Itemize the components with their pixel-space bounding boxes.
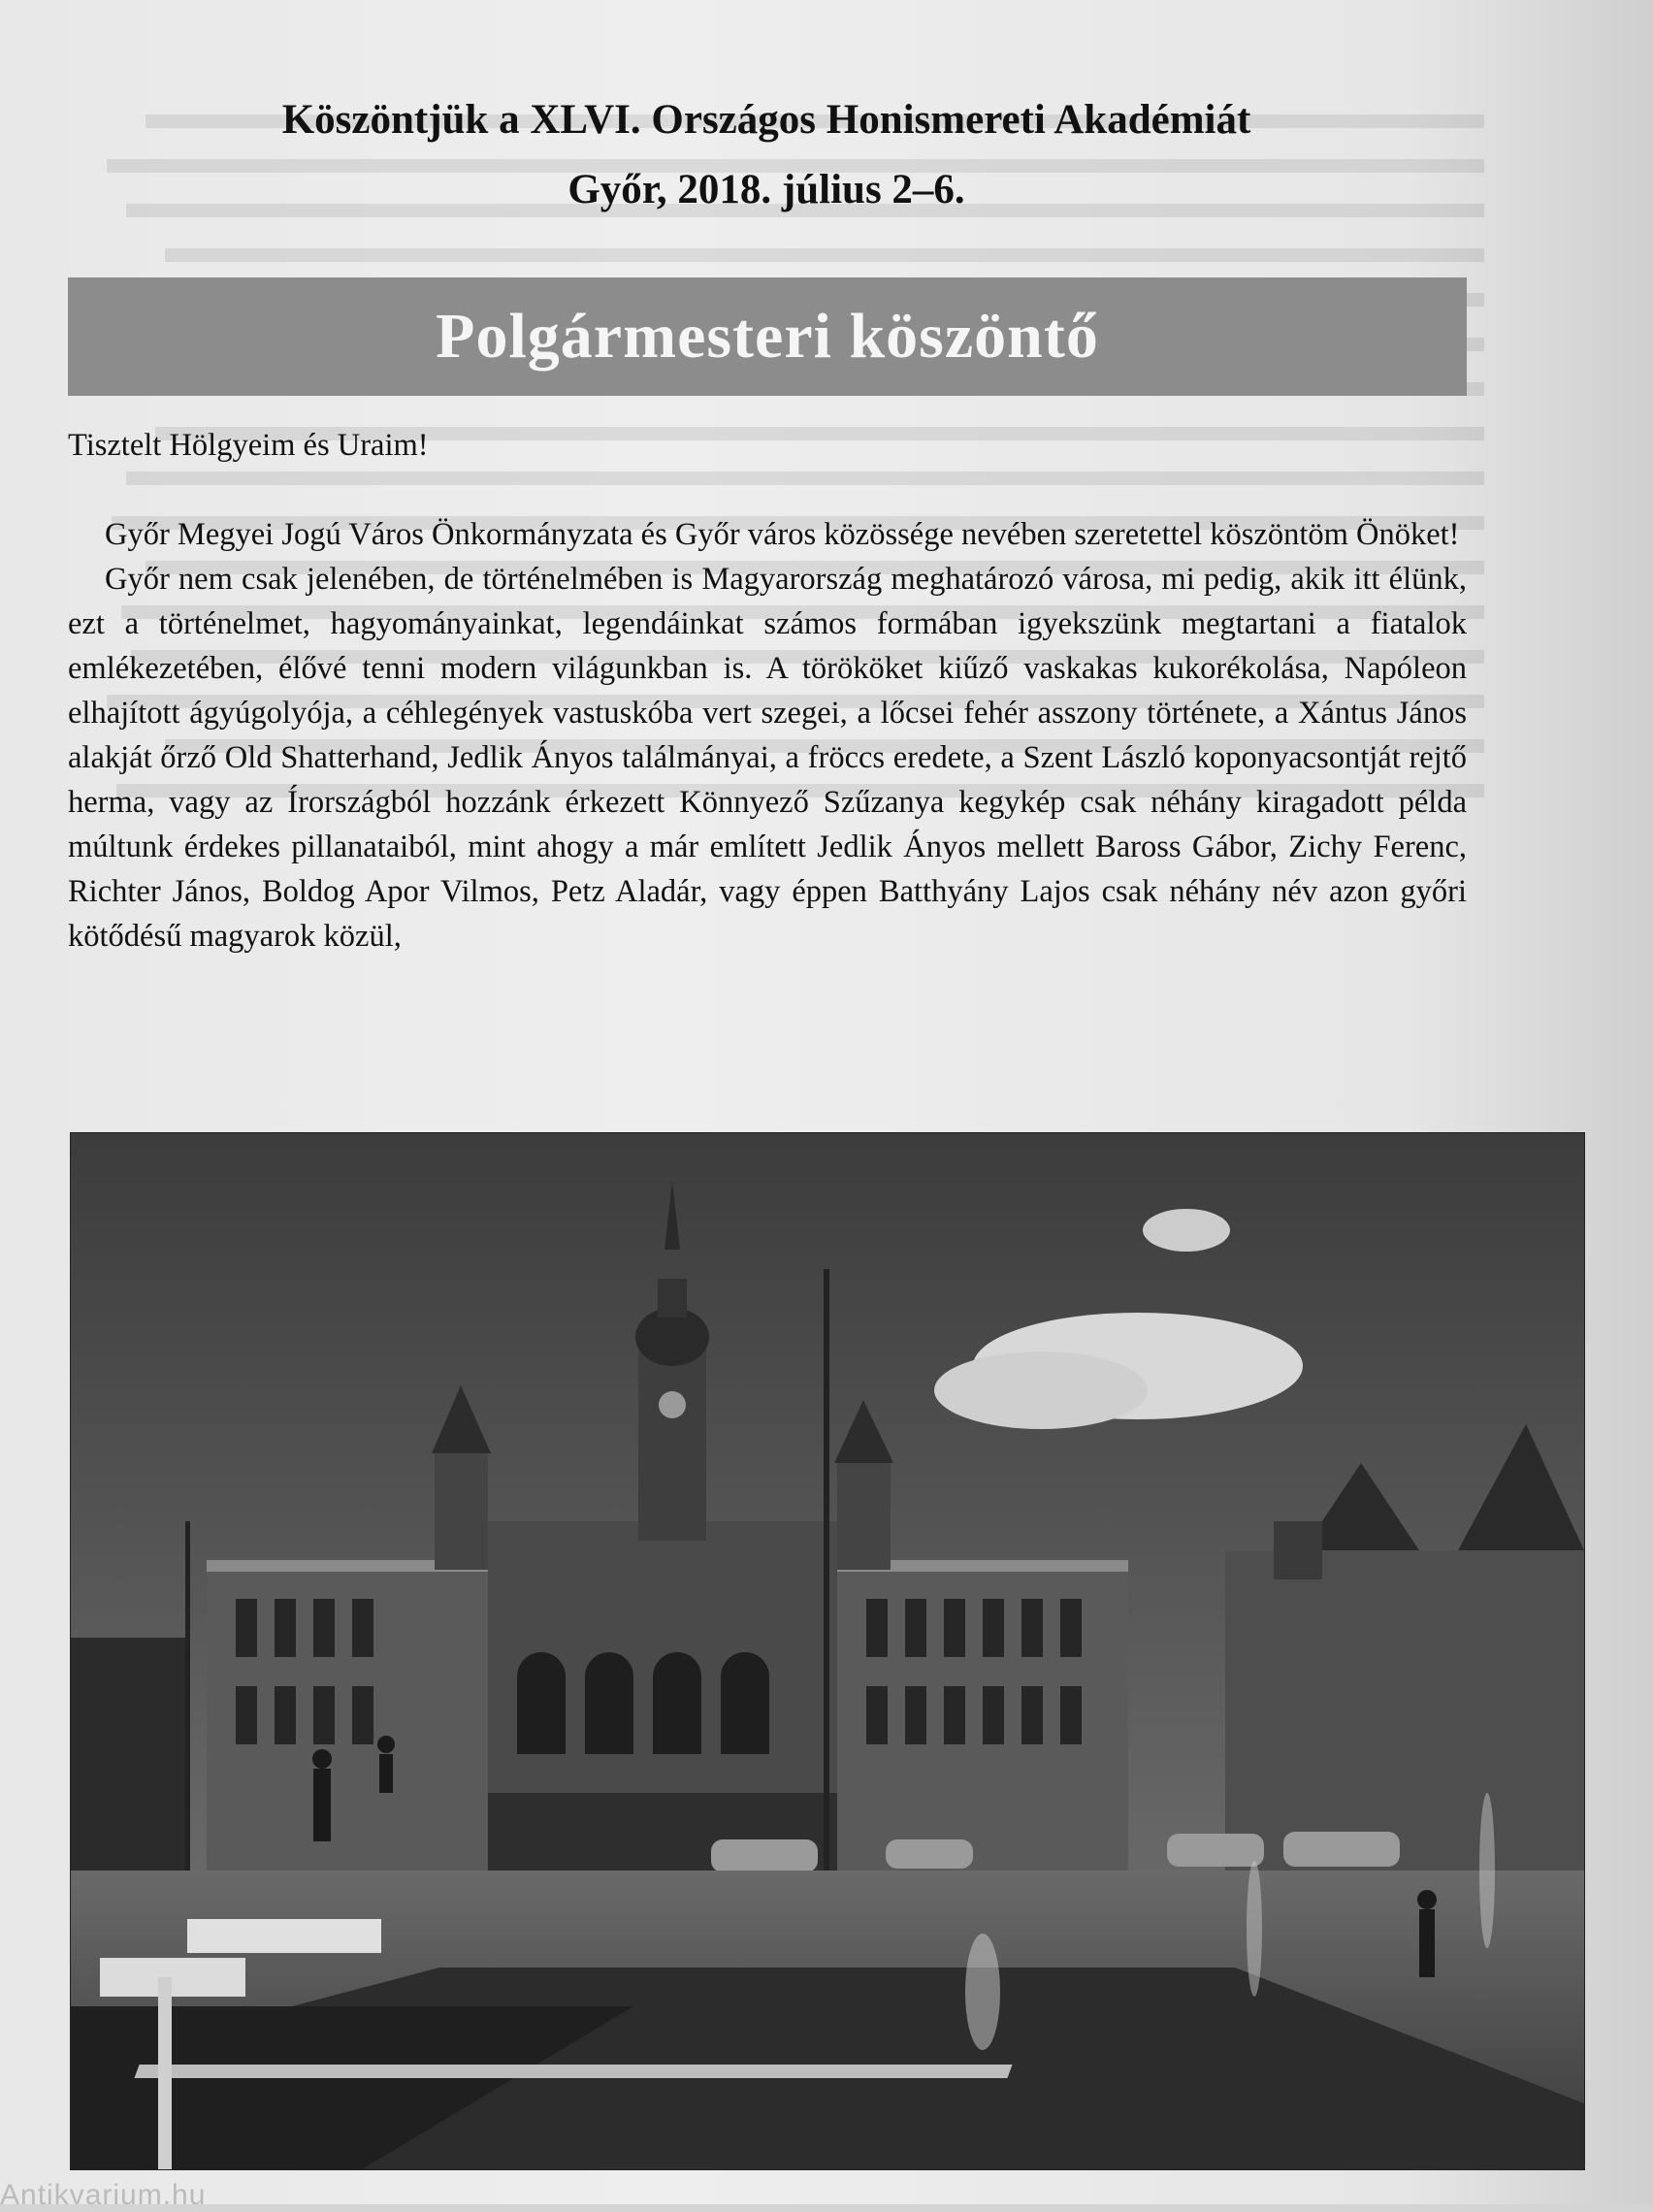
paragraph-1: Győr Megyei Jogú Város Önkormányzata és Győr város közössége nevében szeretettel köszöntöm Önöket! — [105, 517, 1460, 552]
article-body — [68, 423, 1467, 959]
cloud — [1143, 1209, 1230, 1252]
section-banner — [68, 277, 1467, 396]
city-hall-photo — [70, 1132, 1585, 2170]
watermark: Antikvarium.hu — [0, 2179, 207, 2211]
event-place-date: Győr, 2018. július 2–6. — [567, 167, 965, 212]
lamp-post — [185, 1521, 190, 1870]
paragraph-2: Győr nem csak jelenében, de történelmében is Magyarország meghatározó városa, mi pedig, akik itt élünk, ezt a történelmet, hagyományainkat, legendáinkat számos formában igyekszünk megtartani a fiatalok emlékezetében, élővé tenni modern világunkban is. A törököket kiűző vaskakas kukorékolása, Napóleon elhajított ágyúgolyója, a céhlegények vastuskóba vert szegei, a lőcsei fehér asszony története, a Xántus János alakját őrző Old Shatterhand, Jedlik Ányos találmányai, a fröccs eredete, a Szent László koponyacsontját rejtő herma, vagy az Írországból hozzánk érkezett Könnyező Szűzanya kegykép csak néhány kiragadott példa múltunk érdekes pillanataiból, mint ahogy a már említett Jedlik Ányos mellett Baross Gábor, Zichy Ferenc, Richter János, Boldog Apor Vilmos, Petz Aladár, vagy éppen Batthyány Lajos csak néhány név azon győri kötődésű magyarok közül, — [68, 562, 1467, 954]
bench — [100, 1958, 245, 1997]
fountain-jet — [965, 1934, 1000, 2050]
event-title: Köszöntjük a XLVI. Országos Honismereti Akadémiát — [281, 97, 1251, 143]
event-header — [68, 85, 1465, 225]
salutation: Tisztelt Hölgyeim és Uraim! — [68, 428, 429, 463]
bench — [187, 1919, 381, 1953]
flag-pole — [824, 1269, 829, 1870]
trees — [71, 1638, 187, 1870]
city-hall-illustration — [71, 1133, 1584, 2169]
cloud — [934, 1351, 1148, 1429]
section-title: Polgármesteri köszöntő — [436, 301, 1099, 372]
